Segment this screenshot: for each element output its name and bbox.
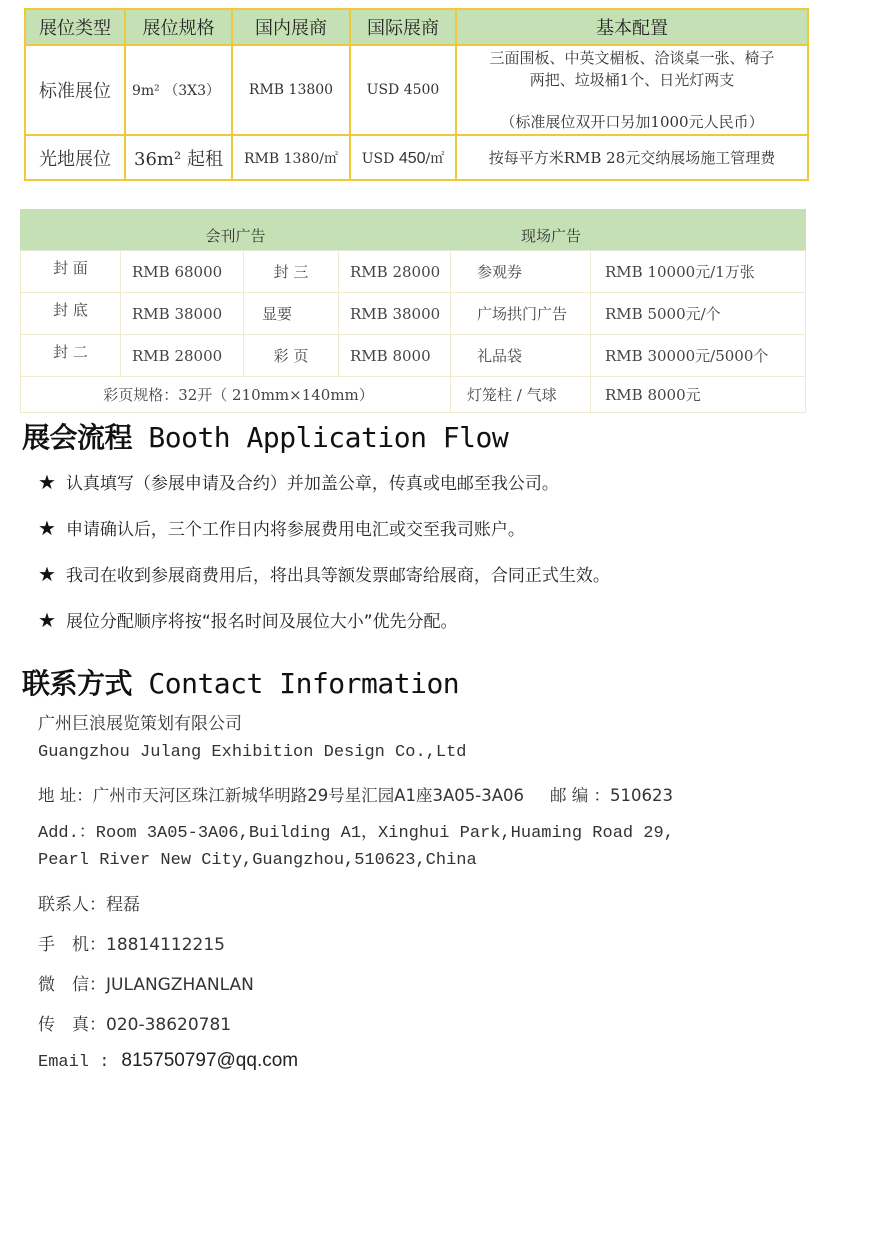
header-booth-type: 展位类型 [25,9,125,45]
fax: 传 真：020-38620781 [38,1015,232,1035]
address-en-line2: Pearl River New City,Guangzhou,510623,China [38,851,477,870]
international-price [350,135,456,180]
mobile: 手 机：18814112215 [38,935,225,955]
ad-price: RMB 28000 [121,335,244,377]
booth-config [456,45,808,135]
table-row-standard-booth [25,45,808,135]
mobile-number: 18814112215 [106,935,225,955]
booth-pricing-table [24,8,809,181]
booth-table-header-row [25,9,808,45]
header-catalog-ads: 会刊广告 [21,210,451,251]
flow-step: ★ 我司在收到参展商费用后，将出具等额发票邮寄给展商，合同正式生效。 [38,562,610,586]
flow-step: ★ 认真填写（参展申请及合约）并加盖公章，传真或电邮至我公司。 [38,470,559,494]
ad-table-header-row [21,210,806,251]
header-international: 国际展商 [350,9,456,45]
header-booth-spec: 展位规格 [125,9,232,45]
config-line: 三面围板、中英文楣板、洽谈桌一张、椅子 [489,49,775,67]
company-name-cn: 广州巨浪展览策划有限公司 [38,714,242,734]
domestic-price: RMB 13800 [232,45,350,135]
star-icon: ★ [38,608,56,632]
booth-type: 光地展位 [25,135,125,180]
wechat: 微 信：JULANGZHANLAN [38,975,254,995]
table-row [21,377,806,413]
table-row-raw-space [25,135,808,180]
flow-step: ★ 展位分配顺序将按“报名时间及展位大小”优先分配。 [38,608,458,632]
address-cn: 地 址：广州市天河区珠江新城华明路29号星汇园A1座3A05-3A06 邮 编 ：510623 [38,786,674,805]
domestic-price: RMB 1380/㎡ [232,135,350,180]
booth-config: 按每平方米RMB 28元交纳展场施工管理费 [456,135,808,180]
price-unit: /㎡ [425,150,445,167]
onsite-ad-label: 参观券 [451,251,591,293]
ad-price: RMB 8000 [339,335,451,377]
star-icon: ★ [38,516,56,540]
onsite-ad-label: 灯笼柱 / 气球 [451,377,591,413]
header-domestic: 国内展商 [232,9,350,45]
ad-label: 封 二 [21,335,121,377]
wechat-id: JULANGZHANLAN [106,975,254,995]
fax-number: 020-38620781 [106,1015,232,1035]
price-value: 450 [398,149,426,167]
booth-type: 标准展位 [25,45,125,135]
ad-price: RMB 38000 [339,293,451,335]
ad-label: 封 三 [244,251,339,293]
ad-label: 封 底 [21,293,121,335]
address-en-line1: Add.：Room 3A05-3A06,Building A1，Xinghui Park,Huaming Road 29, [38,824,674,843]
ad-label: 彩 页 [244,335,339,377]
company-name-en: Guangzhou Julang Exhibition Design Co.,Ltd [38,743,467,762]
header-onsite-ads: 现场广告 [451,210,806,251]
ad-label: 封 面 [21,251,121,293]
onsite-ad-price: RMB 8000元 [591,377,806,413]
star-icon: ★ [38,470,56,494]
ad-price: RMB 68000 [121,251,244,293]
color-page-spec: 彩页规格：32开（ 210mm×140mm） [21,377,451,413]
ad-label: 显要 [244,293,339,335]
ad-price: RMB 38000 [121,293,244,335]
onsite-ad-price: RMB 10000元/1万张 [591,251,806,293]
star-icon: ★ [38,562,56,586]
onsite-ad-price: RMB 5000元/个 [591,293,806,335]
ad-price: RMB 28000 [339,251,451,293]
table-row [21,251,806,293]
header-basic-config: 基本配置 [456,9,808,45]
postcode: 邮 编 ：510623 [550,786,674,805]
contact-person: 联系人：程磊 [38,895,140,915]
config-line: 两把、垃圾桶1个、日光灯两支 [529,71,735,89]
contact-section-title: 联系方式 Contact Information [22,667,460,700]
onsite-ad-label: 礼品袋 [451,335,591,377]
booth-spec: 36m² 起租 [125,135,232,180]
international-price: USD 4500 [350,45,456,135]
flow-step: ★ 申请确认后，三个工作日内将参展费用电汇或交至我司账户。 [38,516,525,540]
onsite-ad-label: 广场拱门广告 [451,293,591,335]
table-row [21,293,806,335]
onsite-ad-price: RMB 30000元/5000个 [591,335,806,377]
config-note: （标准展位双开口另加1000元人民币） [500,113,764,131]
price-prefix: USD [361,150,399,167]
advertising-table [20,209,806,413]
booth-spec: 9m² （3X3） [125,45,232,135]
email-address[interactable]: 815750797@qq.com [121,1050,299,1071]
email: Email : 815750797@qq.com [38,1050,299,1072]
table-row [21,335,806,377]
flow-section-title: 展会流程 Booth Application Flow [22,421,509,454]
